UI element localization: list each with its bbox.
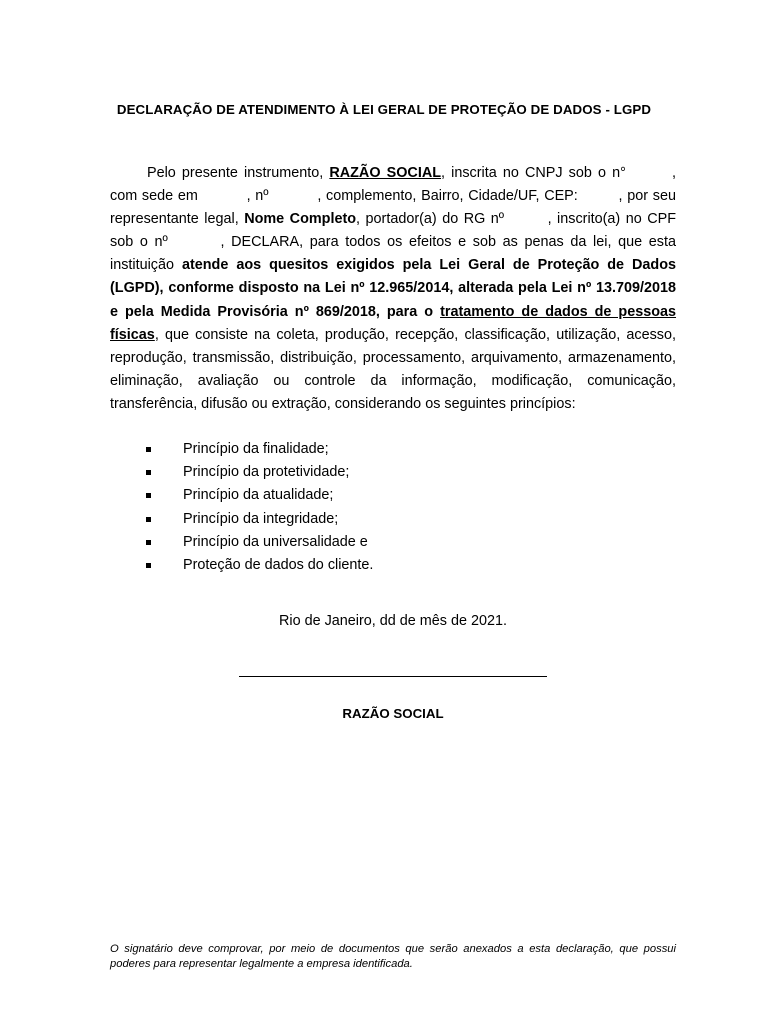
- paragraph-text: , nº: [246, 188, 274, 205]
- signature-name: RAZÃO SOCIAL: [342, 706, 444, 721]
- paragraph-text: , inscrito(a) no CPF sob o nº: [110, 211, 677, 251]
- list-item-text: Proteção de dados do cliente.: [183, 557, 374, 574]
- list-item: [145, 484, 373, 507]
- paragraph-text: , por seu representante legal,: [110, 188, 676, 228]
- signature-line: [239, 676, 547, 677]
- company-name-placeholder: RAZÃO SOCIAL: [329, 165, 442, 181]
- list-item: [145, 438, 373, 461]
- list-item-text: Princípio da universalidade e: [183, 533, 368, 550]
- principles-list: [145, 438, 373, 577]
- paragraph-text: Pelo presente instrumento,: [147, 165, 330, 181]
- bullet-square-icon: [146, 540, 151, 545]
- data-processing-term: tratamento de dados de pessoas físicas: [110, 303, 677, 343]
- list-item-text: Princípio da finalidade;: [183, 441, 329, 457]
- paragraph-text: , DECLARA, para todos os efeitos e sob as penas da lei, que esta instituição: [110, 234, 676, 274]
- paragraph-text: , que consiste na coleta, produção, recepção, classificação, utilização, acesso, reprodução, transmissão, distribuição, processamento, arquivamento, armazenamento, eliminação, avaliação ou controle da informação, modificação, comunicação, transferência, difusão ou extração, considerando os seguintes princípios:: [110, 326, 676, 412]
- lgpd-compliance-statement: atende aos quesitos exigidos pela Lei Geral de Proteção de Dados (LGPD), conforme disposto na Lei nº 12.965/2014, alterada pela Lei nº 13.709/2018 e pela Medida Provisória nº 869/2018, para o: [110, 257, 676, 320]
- list-item: [145, 554, 373, 577]
- paragraph-text: , portador(a) do RG nº: [356, 211, 510, 228]
- declaration-paragraph: [110, 162, 676, 416]
- bullet-square-icon: [146, 447, 151, 452]
- representative-name-placeholder: Nome Completo: [244, 211, 357, 228]
- list-item: [145, 531, 373, 554]
- bullet-square-icon: [146, 470, 151, 475]
- paragraph-text: , inscrita no CNPJ sob o n°: [441, 165, 632, 181]
- list-item: [145, 508, 373, 531]
- document-title: DECLARAÇÃO DE ATENDIMENTO À LEI GERAL DE PROTEÇÃO DE DADOS - LGPD: [116, 102, 652, 117]
- paragraph-text: , complemento, Bairro, Cidade/UF, CEP:: [317, 188, 583, 205]
- list-item-text: Princípio da integridade;: [183, 510, 339, 527]
- bullet-square-icon: [146, 493, 151, 498]
- paragraph-text: , com sede em: [110, 165, 676, 205]
- bullet-square-icon: [146, 563, 151, 568]
- list-item-text: Princípio da protetividade;: [183, 464, 350, 481]
- list-item: [145, 461, 373, 484]
- place-and-date: Rio de Janeiro, dd de mês de 2021.: [278, 613, 507, 629]
- bullet-square-icon: [146, 517, 151, 522]
- footnote: O signatário deve comprovar, por meio de documentos que serão anexados a esta declaração, que possui poderes para representar legalmente a empresa identificada.: [110, 943, 676, 970]
- list-item-text: Princípio da atualidade;: [183, 487, 334, 504]
